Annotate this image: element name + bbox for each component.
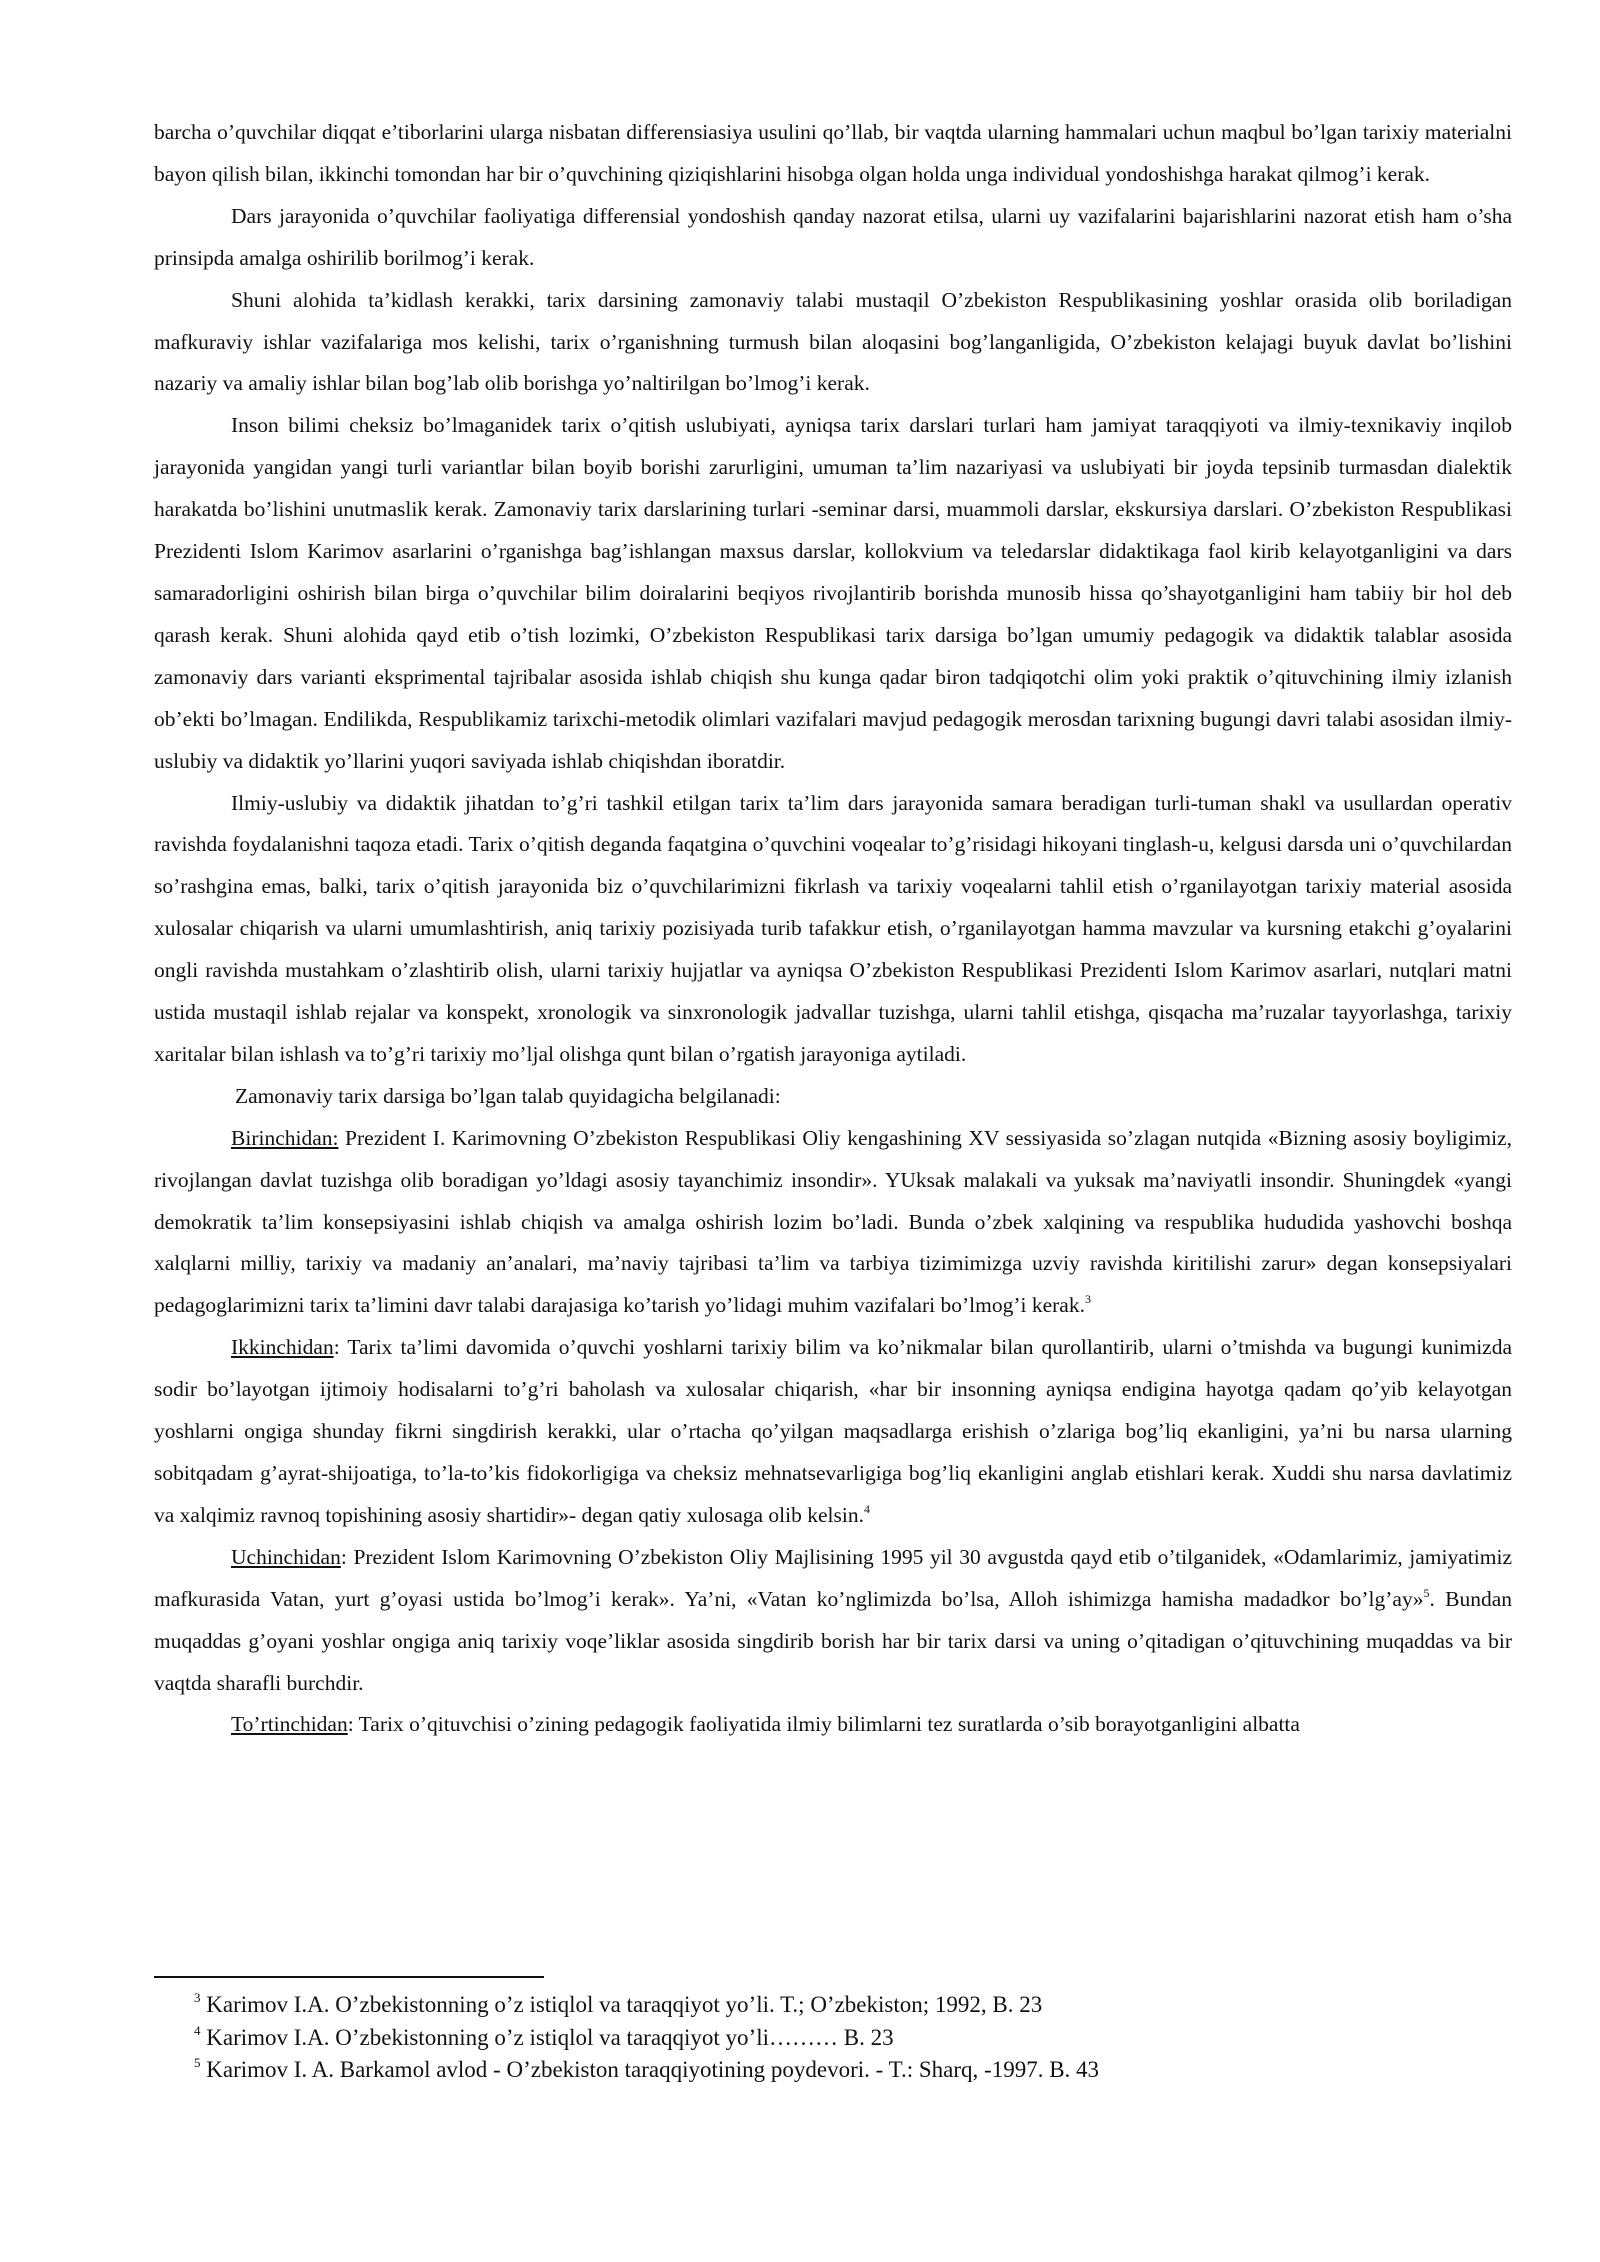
uchinchidan-text-a: : Prezident Islom Karimovning O’zbekiston Oliy Majlisining 1995 yil 30 avgustda qayd etib o’tilganidek, «Odamlarimiz, jamiyatimiz mafkurasida Vatan, yurt g’oyasi ustida bo’lmog’i kerak». Ya’ni, «Vatan ko’nglimizda bo’lsa, Alloh ishimizga hamisha madadkor bo’lg’ay» bbox=[154, 1544, 1512, 1611]
footnotes bbox=[154, 1989, 1512, 2087]
paragraph-5: Ilmiy-uslubiy va didaktik jihatdan to’g’ri tashkil etilgan tarix ta’lim dars jarayonida samara beradigan turli-tuman shakl va usullardan operativ ravishda foydalanishni taqoza etadi. Tarix o’qitish deganda faqatgina o’quvchini voqealar to’g’risidagi hikoyani tinglash-u, kelgusi darsda uni o’quvchilardan so’rashgina emas, balki, tarix o’qitish jarayonida biz o’quvchilarimizni fikrlash va tarixiy voqealarni tahlil etish o’rganilayotgan tarixiy material asosida xulosalar chiqarish va ularni umumlashtirish, aniq tarixiy pozisiyada turib tafakkur etish, o’rganilayotgan hamma mavzular va kursning etakchi g’oyalarini ongli ravishda mustahkam o’zlashtirib olish, ularni tarixiy hujjatlar va ayniqsa O’zbekiston Respublikasi Prezidenti Islom Karimov asarlari, nutqlari matni ustida mustaqil ishlab rejalar va konspekt, xronologik va sinxronologik jadvallar tuzishga, ularni tahlil etishga, qisqacha ma’ruzalar tayyorlashga, tarixiy xaritalar bilan ishlash va to’g’ri tarixiy mo’ljal olishga qunt bilan o’rgatish jarayoniga aytiladi. bbox=[154, 790, 1512, 1066]
footnote-separator bbox=[154, 1976, 544, 1978]
footnote-3 bbox=[154, 1989, 1512, 2022]
ikkinchidan-label: Ikkinchidan bbox=[231, 1335, 334, 1360]
birinchidan-text: Prezident I. Karimovning O’zbekiston Respublikasi Oliy kengashining XV sessiyasida so’zlagan nutqida «Bizning asosiy boyligimiz, rivojlangan davlat tuzishga olib boradigan yo’ldagi asosiy tayanchimiz insondir». YUksak malakali va yuksak ma’naviyatli insondir. Shuningdek «yangi demokratik ta’lim konsepsiyasini ishlab chiqish va amalga oshirish lozim bo’ladi. Bunda o’zbek xalqining va respublika hududida yashovchi boshqa xalqlarni milliy, tarixiy va madaniy an’analari, ma’naviy tajribasi ta’lim va tarbiya tizimimizga uzviy ravishda kiritilishi zarur» degan konsepsiyalari pedagoglarimizni tarix ta’limini davr talabi darajasiga ko’tarish yo’lidagi muhim vazifalari bo’lmog’i kerak. bbox=[154, 1125, 1512, 1318]
footnote-number: 5 bbox=[194, 2055, 201, 2070]
paragraph-uchinchidan bbox=[154, 1537, 1512, 1705]
paragraph-ikkinchidan bbox=[154, 1327, 1512, 1537]
tortinchidan-label: To’rtinchidan bbox=[231, 1712, 348, 1737]
birinchidan-label: Birinchidan: bbox=[231, 1125, 339, 1150]
uchinchidan-text-b: . Bundan muqaddas g’oyani yoshlar ongiga aniq tarixiy voqe’liklar asosida singdirib borish har bir tarix darsi va uning o’qitadigan o’qituvchining muqaddas va bir vaqtda sharafli burchdir. bbox=[154, 1586, 1512, 1695]
paragraph-3: Shuni alohida ta’kidlash kerakki, tarix darsining zamonaviy talabi mustaqil O’zbekiston Respublikasining yoshlar orasida olib boriladigan mafkuraviy ishlar vazifalariga mos kelishi, tarix o’rganishning turmush bilan aloqasini bog’langanligida, O’zbekiston kelajagi buyuk davlat bo’lishini nazariy va amaliy ishlar bilan bog’lab olib borishga yo’naltirilgan bo’lmog’i kerak. bbox=[154, 287, 1512, 396]
tortinchidan-text: : Tarix o’qituvchisi o’zining pedagogik faoliyatida ilmiy bilimlarni tez suratlarda o’sib borayotganligini albatta bbox=[347, 1712, 1300, 1737]
footnote-text: Karimov I. A. Barkamol avlod - O’zbekiston taraqqiyotining poydevori. - T.: Sharq, -1997. B. 43 bbox=[200, 2057, 1100, 2082]
paragraph-6: Zamonaviy tarix darsiga bo’lgan talab quyidagicha belgilanadi: bbox=[235, 1083, 781, 1108]
paragraph-2: Dars jarayonida o’quvchilar faoliyatiga differensial yondoshish qanday nazorat etilsa, ularni uy vazifalarini bajarishlarini nazorat etish ham o’sha prinsipda amalga oshirilib borilmog’i kerak. bbox=[154, 203, 1512, 270]
paragraph-1: barcha o’quvchilar diqqat e’tiborlarini ularga nisbatan differensiasiya usulini qo’llab, bir vaqtda ularning hammalari uchun maqbul bo’lgan tarixiy materialni bayon qilish bilan, ikkinchi tomondan har bir o’quvchining qiziqishlarini hisobga olgan holda unga individual yondoshishga harakat qilmog’i kerak. bbox=[154, 120, 1512, 186]
footnote-text: Karimov I.A. O’zbekistonning o’z istiqlol va taraqqiyot yo’li. T.; O’zbekiston; 1992, B. 23 bbox=[200, 1992, 1043, 2017]
footnote-ref-4: 4 bbox=[863, 1501, 870, 1516]
footnote-number: 4 bbox=[194, 2022, 201, 2038]
uchinchidan-label: Uchinchidan bbox=[231, 1544, 341, 1569]
footnote-text: Karimov I.A. O’zbekistonning o’z istiqlol va taraqqiyot yo’li……… B. 23 bbox=[200, 2024, 894, 2050]
paragraph-tortinchidan bbox=[154, 1704, 1512, 1746]
footnote-number: 3 bbox=[194, 1990, 201, 2005]
footnote-4 bbox=[154, 2022, 1512, 2055]
paragraph-birinchidan bbox=[154, 1118, 1512, 1328]
footnote-ref-3: 3 bbox=[1084, 1292, 1091, 1307]
main-text bbox=[154, 112, 1512, 1746]
footnote-5 bbox=[154, 2054, 1512, 2087]
paragraph-4: Inson bilimi cheksiz bo’lmaganidek tarix o’qitish uslubiyati, ayniqsa tarix darslari turlari ham jamiyat taraqqiyoti va ilmiy-texnikaviy inqilob jarayonida yangidan yangi turli variantlar bilan boyib borishi zarurligini, umuman ta’lim nazariyasi va uslubiyati bir joyda tepsinib turmasdan dialektik harakatda bo’lishini unutmaslik kerak. Zamonaviy tarix darslarining turlari -seminar darsi, muammoli darslar, ekskursiya darslari. O’zbekiston Respublikasi Prezidenti Islom Karimov asarlarini o’rganishga bag’ishlangan maxsus darslar, kollokvium va teledarslar didaktikaga faol kirib kelayotganligini va dars samaradorligini oshirish bilan birga o’quvchilar bilim doiralarini beqiyos rivojlantirib borishda munosib hissa qo’shayotganligini ham tabiiy bir hol deb qarash kerak. Shuni alohida qayd etib o’tish lozimki, O’zbekiston Respublikasi tarix darsiga bo’lgan umumiy pedagogik va didaktik talablar asosida zamonaviy dars varianti eksprimental tajribalar asosida ishlab chiqish shu kunga qadar biron tadqiqotchi olim yoki praktik o’qituvchining ilmiy izlanish ob’ekti bo’lmagan. Endilikda, Respublikamiz tarixchi-metodik olimlari vazifalari mavjud pedagogik merosdan tarixning bugungi davri talabi asosidan ilmiy-uslubiy va didaktik yo’llarini yuqori saviyada ishlab chiqishdan iboratdir. bbox=[154, 413, 1512, 773]
ikkinchidan-text: : Tarix ta’limi davomida o’quvchi yoshlarni tarixiy bilim va ko’nikmalar bilan qurollantirib, ularni o’tmishda va bugungi kunimizda sodir bo’layotgan ijtimoiy hodisalarni to’g’ri baholash va xulosalar chiqarish, «har bir insonning ayniqsa endigina hayotga qadam qo’yib kelayotgan yoshlarni ongiga shunday fikrni singdirish kerakki, ular o’rtacha qo’yilgan maqsadlarga erishish o’zlariga bog’liq ekanligini, ya’ni bu narsa ularning sobitqadam g’ayrat-shijoatiga, to’la-to’kis fidokorligiga va cheksiz mehnatsevarligiga bog’liq ekanligini anglab etishlari kerak. Xuddi shu narsa davlatimiz va xalqimiz ravnoq topishining asosiy shartidir»- degan qatiy xulosaga olib kelsin. bbox=[154, 1335, 1512, 1527]
footnote-ref-5: 5 bbox=[1423, 1585, 1430, 1600]
